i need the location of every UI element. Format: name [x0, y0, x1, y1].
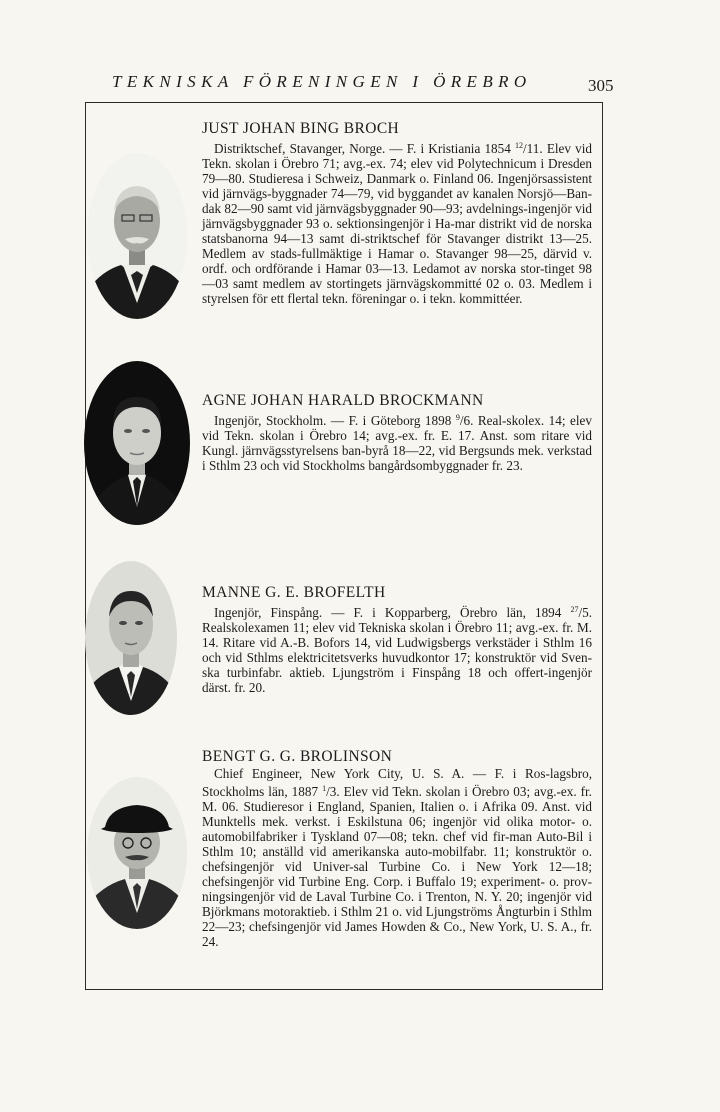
entry-text [202, 747, 592, 949]
biography-text: Ingenjör, Stockholm. — F. i Göteborg 1898 $^9$/6. Real-skolex. 14; elev vid Tekn. skolan i Örebro 14; avg.-ex. fr. E. 17. Anst. som ritare vid Kungl. järnvägsstyrelsens ban-byrå 18—22, vid Bergsunds mek. verkstad i Sthlm 23 och vid Stockholms bangårdsombyggnader fr. 23. [202, 413, 592, 473]
portrait-photo [87, 777, 187, 929]
entry-text [202, 391, 592, 473]
biography-entry [86, 119, 604, 369]
biography-entry [86, 391, 604, 591]
person-name: BENGT G. G. BROLINSON [202, 748, 393, 765]
biography-entry [86, 747, 604, 977]
biography-entry [86, 583, 604, 753]
portrait-photo [85, 561, 177, 715]
biography-text: Distriktschef, Stavanger, Norge. — F. i Kristiania 1854 $^{12}$/11. Elev vid Tekn. skolan i Örebro 71; avg.-ex. 74; elev vid Polytechnicum i Dresden 79—80. Studieresa i Schweiz, Danmark o. Finland 06. Ingenjörsassistent vid järnvägs-byggnader 74—79, vid byggandet av kanalen Norsjö—Ban-dak 82—90 samt vid järnvägsbyggnader 90—93; avdelnings-ingenjör vid järnvägsbyggnader 93 o. sektionsingenjör i Ha-mar distrikt vid de norska statsbanorna 94—13 samt di-striktschef för Stavanger distrikt 13—25. Medlem av stads-fullmäktige i Hamar o. Stavanger 98—25, därvid v. ordf. och ordförande i Hamar 03—13. Ledamot av norska stor-tinget 98—03 samt medlem av stortingets järnvägskommitté 02 o. 03. Medlem i styrelsen för ett flertal tekn. föreningar o. i tekn. kommittéer. [202, 141, 592, 306]
entry-text [202, 583, 592, 695]
person-name: AGNE JOHAN HARALD BROCKMANN [202, 392, 484, 409]
person-name: MANNE G. E. BROFELTH [202, 584, 386, 601]
portrait-photo [87, 153, 187, 319]
biography-text: Chief Engineer, New York City, U. S. A. — F. i Ros-lagsbro, Stockholms län, 1887 $^1$/3. Elev vid Tekn. skolan i Örebro 03; avg.-ex. fr. M. 06. Studieresor i England, Spanien, Italien o. i Afrika 09. Anst. vid Munktells mek. verkst. i Eskilstuna 06; ingenjör vid olika motor- o. automobilfabriker i Tyskland 07—08; tekn. chef vid fir-man Auto-Bil i Sthlm 10; anställd vid amerikanska auto-mobilfabr. 11; konstruktör o. chefsingenjör vid Univer-sal Turbine Co. i New York 12—18; chefsingenjör vid Turbine Eng. Corp. i Buffalo 19; experiment- o. prov-ningsingenjör vid de Laval Turbine Co. i Trenton, N. Y. 20; ingenjör vid Björkmans motoraktieb. i Sthlm 21 o. vid Ljungströms Ångturbin i Sthlm 22—23; chefsingenjör vid James Howden & Co., New York, U. S. A., fr. 24. [202, 766, 592, 949]
biography-frame [85, 102, 603, 990]
person-name: JUST JOHAN BING BROCH [202, 120, 400, 137]
portrait-photo [84, 361, 190, 525]
page-number: 305 [588, 76, 614, 95]
running-head-title: TEKNISKA FÖRENINGEN I ÖREBRO [112, 72, 532, 91]
biography-text: Ingenjör, Finspång. — F. i Kopparberg, Örebro län, 1894 $^{27}$/5. Realskolexamen 11; elev vid Tekniska skolan i Örebro 11; avg.-ex. fr. M. 14. Ritare vid A.-B. Bofors 14, vid Ludwigsbergs verkstäder i Sthlm 16 och vid Sthlms elektricitetsverks huvudkontor 17; konstruktör vid Sven-ska turbinfabr. aktieb. Ljungström i Finspång 18 och offert-ingenjör därst. fr. 20. [202, 605, 592, 695]
running-head [0, 68, 720, 98]
entry-text [202, 119, 592, 306]
